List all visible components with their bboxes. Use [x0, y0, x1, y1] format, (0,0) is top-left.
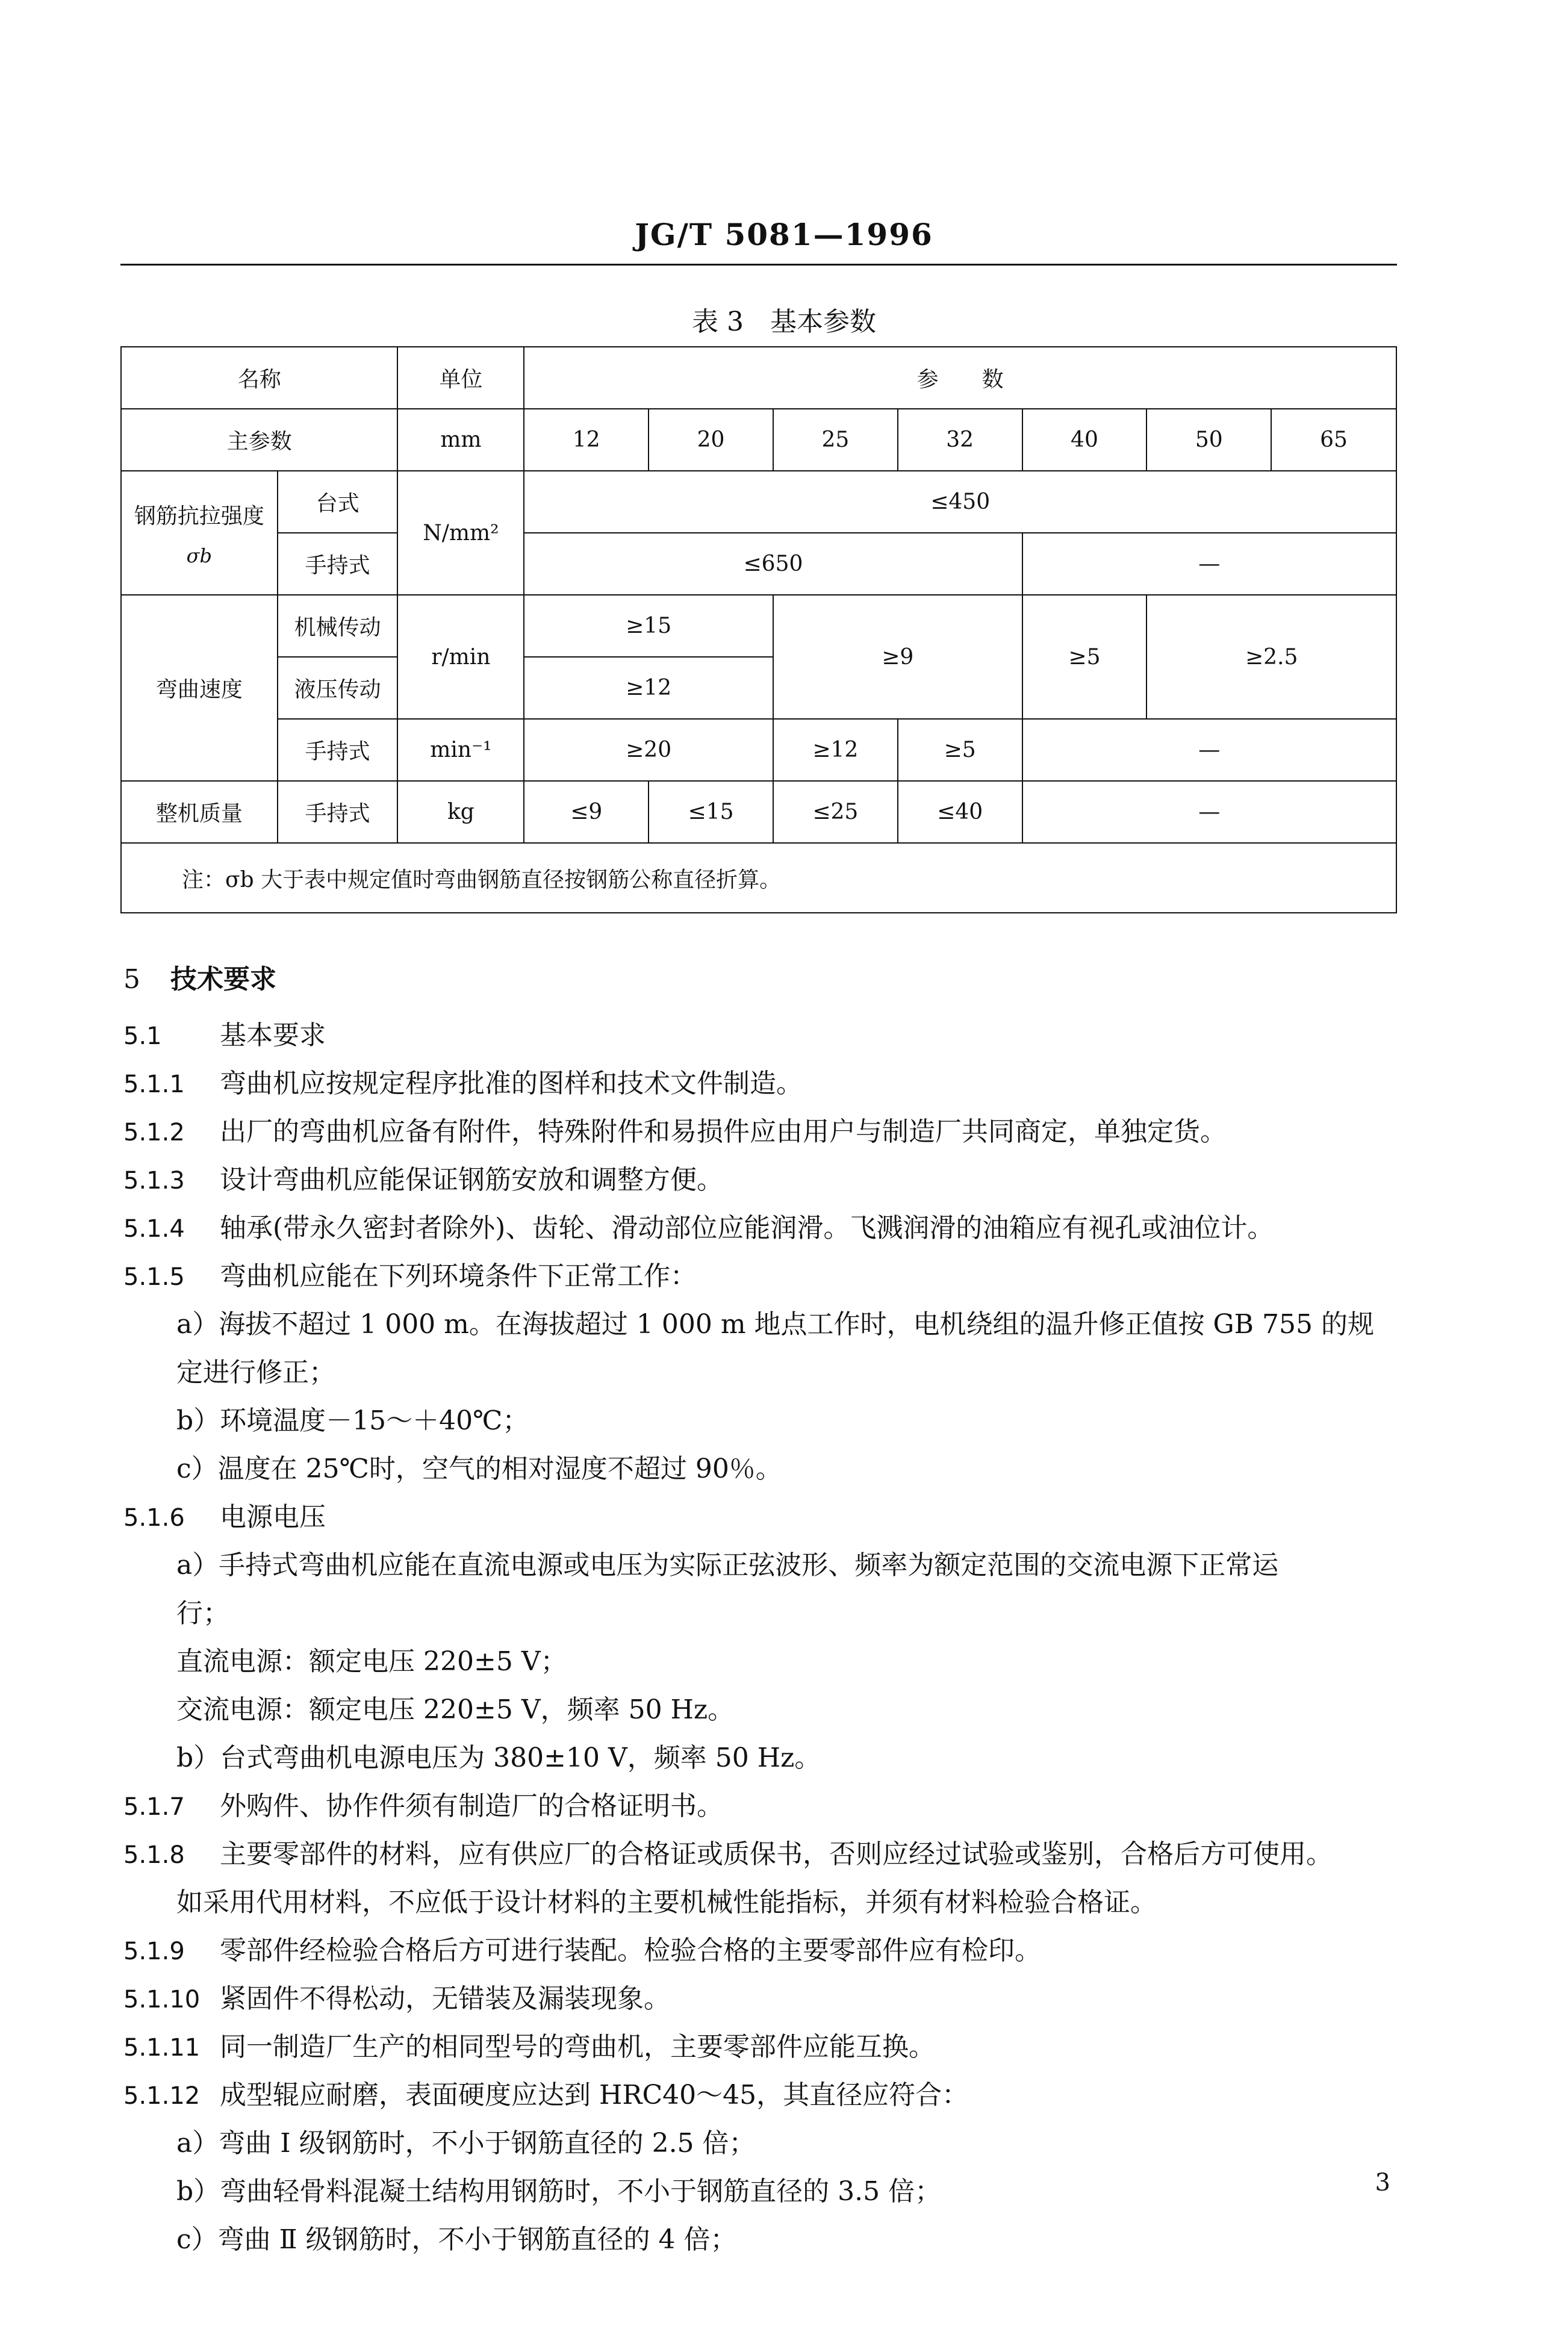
- clause-text: b）环境温度－15～＋40℃；: [176, 1405, 529, 1436]
- speed-value: ≥9: [773, 595, 1022, 719]
- mass-label: 整机质量: [121, 781, 278, 843]
- clause-line: [123, 1830, 1406, 1879]
- mass-type: 手持式: [278, 781, 398, 843]
- clause-continuation: [123, 1301, 1406, 1349]
- clause-continuation: [123, 2168, 1406, 2216]
- speed-unit-min: min⁻¹: [397, 719, 524, 781]
- clause-text: 电源电压: [220, 1502, 326, 1532]
- clause-number: 5.1.4: [123, 1215, 185, 1243]
- speed-value: ≥15: [524, 595, 773, 657]
- strength-type-handheld: 手持式: [278, 533, 398, 595]
- speed-value: ≥2.5: [1146, 595, 1396, 719]
- section-heading: [123, 957, 276, 996]
- section-number: 5: [123, 964, 140, 995]
- clause-line: [123, 1493, 1406, 1541]
- header-name: 名称: [121, 347, 397, 409]
- speed-type-handheld: 手持式: [278, 719, 398, 781]
- clause-number: 5.1.5: [123, 1263, 185, 1291]
- main-param-value: 32: [898, 409, 1022, 471]
- header-params: 参 数: [524, 347, 1396, 409]
- strength-symbol: σb: [186, 544, 212, 567]
- clause-text: 基本要求: [220, 1020, 326, 1051]
- section-title: 技术要求: [170, 964, 276, 995]
- clause-line: [123, 1782, 1406, 1830]
- clause-continuation: [123, 1734, 1406, 1782]
- clause-continuation: [123, 1638, 1406, 1686]
- clause-text: 如采用代用材料，不应低于设计材料的主要机械性能指标，并须有材料检验合格证。: [176, 1887, 1157, 1918]
- speed-value: ≥12: [524, 657, 773, 719]
- clause-text: 主要零部件的材料，应有供应厂的合格证或质保书，否则应经过试验或鉴别，合格后方可使用。: [220, 1839, 1333, 1870]
- standard-code: JG/T 5081—1996: [635, 217, 933, 252]
- clause-text: 出厂的弯曲机应备有附件，特殊附件和易损件应由用户与制造厂共同商定，单独定货。: [220, 1116, 1227, 1147]
- mass-value: —: [1022, 781, 1396, 843]
- strength-type-bench: 台式: [278, 471, 398, 533]
- table-header-row: [121, 347, 1396, 409]
- speed-unit-rpm: r/min: [397, 595, 524, 719]
- main-param-unit: mm: [397, 409, 524, 471]
- body-text: [123, 1012, 1406, 2264]
- page-number: 3: [1375, 2169, 1390, 2197]
- clause-text: c）弯曲 Ⅱ 级钢筋时，不小于钢筋直径的 4 倍；: [176, 2224, 737, 2255]
- clause-text: 轴承(带永久密封者除外)、齿轮、滑动部位应能润滑。飞溅润滑的油箱应有视孔或油位计。: [220, 1213, 1274, 1243]
- main-param-value: 12: [524, 409, 649, 471]
- clause-line: [123, 1927, 1406, 1975]
- strength-label-cell: [121, 471, 278, 595]
- clause-line: [123, 2071, 1406, 2119]
- clause-line: [123, 1975, 1406, 2023]
- clause-text: a）弯曲 Ⅰ 级钢筋时，不小于钢筋直径的 2.5 倍；: [176, 2128, 756, 2159]
- clause-text: 直流电源：额定电压 220±5 V；: [176, 1646, 567, 1677]
- clause-text: b）台式弯曲机电源电压为 380±10 V，频率 50 Hz。: [176, 1743, 821, 1773]
- strength-label: 钢筋抗拉强度: [134, 503, 264, 529]
- strength-value: —: [1022, 533, 1396, 595]
- main-param-value: 25: [773, 409, 898, 471]
- clause-number: 5.1.6: [123, 1504, 185, 1532]
- speed-row-handheld: [121, 719, 1396, 781]
- clause-line: [123, 1156, 1406, 1204]
- speed-value: ≥5: [1022, 595, 1147, 719]
- speed-value: ≥5: [898, 719, 1022, 781]
- clause-text: 外购件、协作件须有制造厂的合格证明书。: [220, 1791, 723, 1821]
- clause-line: [123, 1204, 1406, 1252]
- speed-value: ≥20: [524, 719, 773, 781]
- clause-text: 零部件经检验合格后方可进行装配。检验合格的主要零部件应有检印。: [220, 1935, 1041, 1966]
- clause-number: 5.1.8: [123, 1841, 185, 1869]
- speed-value: ≥12: [773, 719, 898, 781]
- clause-text: a）海拔不超过 1 000 m。在海拔超过 1 000 m 地点工作时，电机绕组的温升修正值按 GB 755 的规: [176, 1309, 1374, 1340]
- clause-text: 弯曲机应按规定程序批准的图样和技术文件制造。: [220, 1068, 803, 1099]
- clause-continuation: [123, 1590, 1406, 1638]
- clause-continuation: [123, 1686, 1406, 1734]
- speed-type-mechanical: 机械传动: [278, 595, 398, 657]
- note-row: [121, 843, 1396, 913]
- strength-row-bench: [121, 471, 1396, 533]
- clause-text: 定进行修正；: [176, 1357, 335, 1388]
- mass-value: ≤25: [773, 781, 898, 843]
- mass-row: [121, 781, 1396, 843]
- main-param-value: 40: [1022, 409, 1147, 471]
- clause-text: 交流电源：额定电压 220±5 V，频率 50 Hz。: [176, 1694, 735, 1725]
- clause-continuation: [123, 2119, 1406, 2168]
- clause-number: 5.1: [123, 1022, 162, 1050]
- strength-value: ≤450: [524, 471, 1396, 533]
- clause-text: 行；: [176, 1598, 229, 1629]
- clause-text: a）手持式弯曲机应能在直流电源或电压为实际正弦波形、频率为额定范围的交流电源下正常运: [176, 1550, 1279, 1581]
- main-param-row: [121, 409, 1396, 471]
- main-param-value: 50: [1146, 409, 1271, 471]
- clause-number: 5.1.11: [123, 2034, 201, 2062]
- clause-continuation: [123, 1397, 1406, 1445]
- clause-text: 成型辊应耐磨，表面硬度应达到 HRC40～45，其直径应符合：: [220, 2080, 969, 2110]
- clause-text: c）温度在 25℃时，空气的相对湿度不超过 90％。: [176, 1454, 782, 1484]
- clause-line: [123, 1252, 1406, 1301]
- clause-continuation: [123, 1541, 1406, 1590]
- clause-text: 设计弯曲机应能保证钢筋安放和调整方便。: [220, 1164, 723, 1195]
- clause-continuation: [123, 1879, 1406, 1927]
- clause-continuation: [123, 2216, 1406, 2264]
- main-param-label: 主参数: [121, 409, 397, 471]
- clause-text: 同一制造厂生产的相同型号的弯曲机，主要零部件应能互换。: [220, 2032, 935, 2062]
- strength-row-handheld: [121, 533, 1396, 595]
- clause-number: 5.1.7: [123, 1793, 185, 1821]
- clause-line: [123, 2023, 1406, 2071]
- clause-line: [123, 1012, 1406, 1060]
- clause-continuation: [123, 1349, 1406, 1397]
- clause-text: 弯曲机应能在下列环境条件下正常工作：: [220, 1261, 697, 1292]
- table-note: 注：σb 大于表中规定值时弯曲钢筋直径按钢筋公称直径折算。: [121, 843, 1396, 913]
- clause-line: [123, 1108, 1406, 1156]
- mass-value: ≤40: [898, 781, 1022, 843]
- clause-continuation: [123, 1445, 1406, 1493]
- main-param-value: 65: [1271, 409, 1396, 471]
- clause-number: 5.1.10: [123, 1986, 201, 2013]
- speed-row-mechanical: [121, 595, 1396, 657]
- mass-value: ≤9: [524, 781, 649, 843]
- speed-value: —: [1022, 719, 1396, 781]
- table-caption: 表 3 基本参数: [692, 306, 876, 337]
- clause-text: b）弯曲轻骨料混凝土结构用钢筋时，不小于钢筋直径的 3.5 倍；: [176, 2176, 942, 2207]
- header-unit: 单位: [397, 347, 524, 409]
- mass-value: ≤15: [649, 781, 773, 843]
- parameter-table: [120, 346, 1397, 913]
- strength-unit: N/mm²: [397, 471, 524, 595]
- mass-unit: kg: [397, 781, 524, 843]
- clause-number: 5.1.12: [123, 2082, 201, 2110]
- clause-line: [123, 1060, 1406, 1108]
- clause-number: 5.1.1: [123, 1071, 185, 1098]
- header-rule: [120, 264, 1397, 266]
- speed-type-hydraulic: 液压传动: [278, 657, 398, 719]
- clause-number: 5.1.2: [123, 1119, 185, 1146]
- clause-text: 紧固件不得松动，无错装及漏装现象。: [220, 1983, 670, 2014]
- speed-label: 弯曲速度: [121, 595, 278, 781]
- clause-number: 5.1.3: [123, 1167, 185, 1195]
- clause-number: 5.1.9: [123, 1938, 185, 1965]
- main-param-value: 20: [649, 409, 773, 471]
- strength-value: ≤650: [524, 533, 1022, 595]
